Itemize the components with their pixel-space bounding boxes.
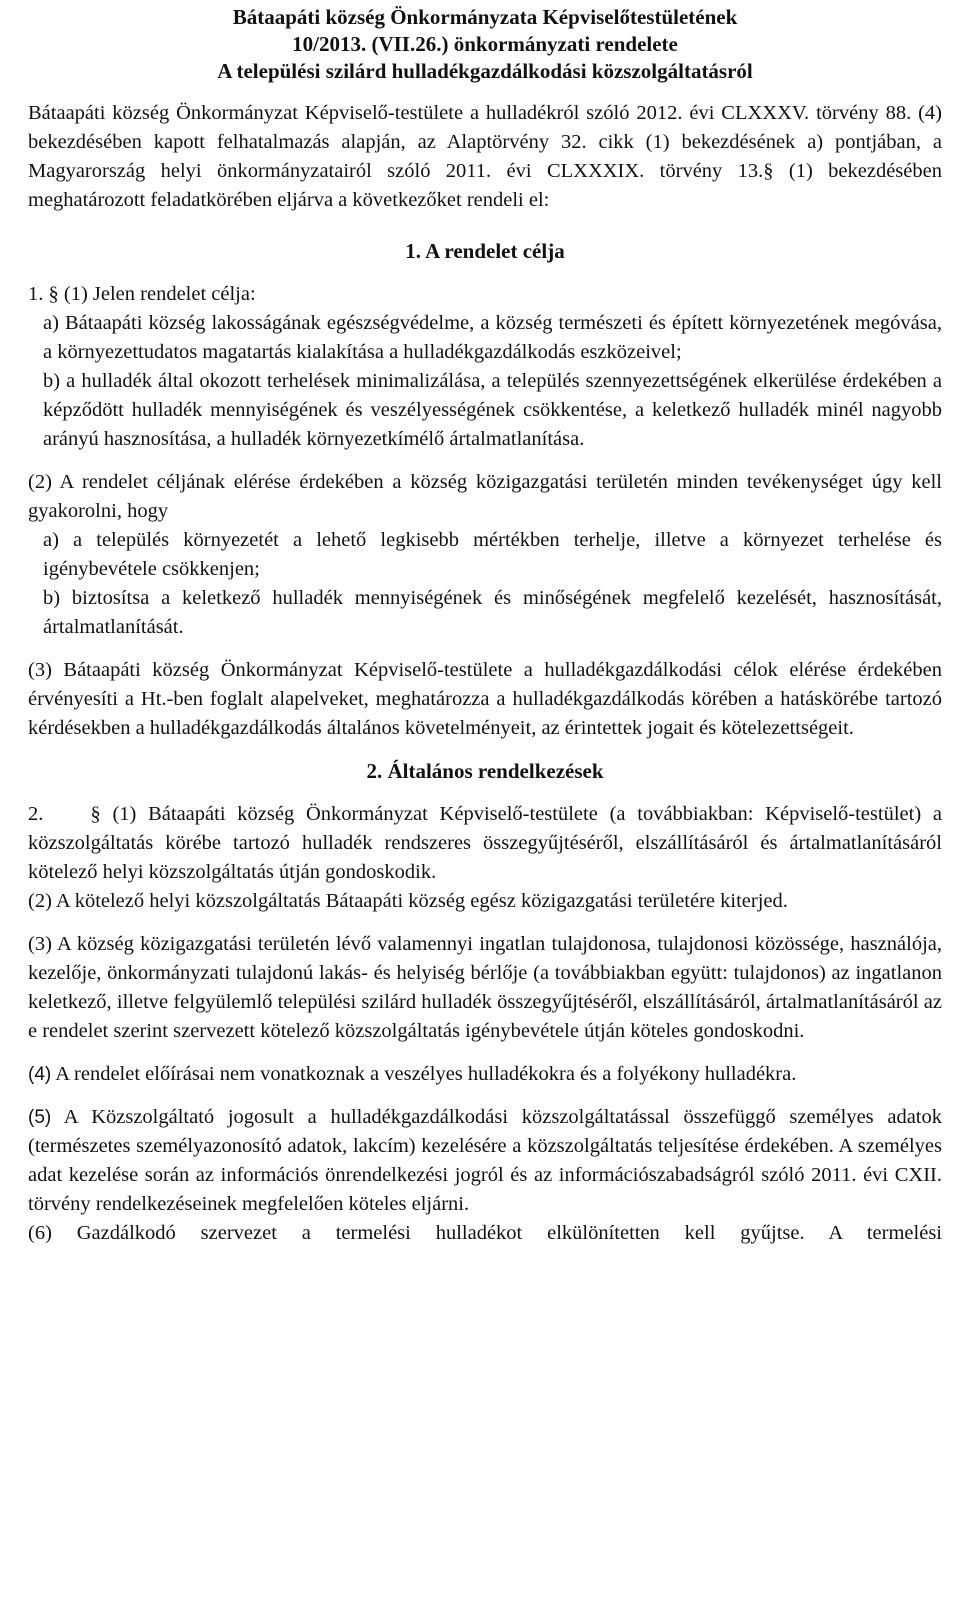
- section-1-para-2-point-a: a) a település környezetét a lehető legkisebb mértékben terhelje, illetve a környezet terhelése és igénybevétele csökkenjen;: [43, 529, 942, 580]
- section-sign: §: [90, 803, 101, 825]
- paragraph-number: (5): [28, 1107, 52, 1128]
- section-2-para-2: (2) A kötelező helyi közszolgáltatás Bátaapáti község egész közigazgatási területére kiterjed.: [28, 890, 788, 912]
- section-1-para-2-point-b: b) biztosítsa a keletkező hulladék mennyiségének és minőségének megfelelő kezelését, hasznosítását, ártalmatlanítását.: [43, 587, 942, 638]
- paragraph-number: 1.: [28, 283, 44, 305]
- section-1-heading: 1. A rendelet célja: [405, 239, 565, 263]
- section-1-para-1-intro: [28, 280, 942, 309]
- preamble-part-b: (1) bekezdésében meghatározott feladatkörében eljárva a következőket rendeli el:: [28, 160, 942, 211]
- paragraph-intro-text: (1) Jelen rendelet célja:: [58, 283, 256, 305]
- preamble: [28, 99, 942, 215]
- section-2-para-1: [28, 800, 942, 887]
- section-2-heading: 2. Általános rendelkezések: [366, 759, 604, 783]
- document-title-line-3: A települési szilárd hulladékgazdálkodási közszolgáltatásról: [217, 59, 753, 83]
- section-2-para-6: (6) Gazdálkodó szervezet a termelési hulladékot elkülönítetten kell gyűjtse. A termelési: [28, 1222, 942, 1244]
- document-title-line-2: 10/2013. (VII.26.) önkormányzati rendelete: [292, 32, 678, 56]
- paragraph-text: (1) Bátaapáti község Önkormányzat Képviselő-testülete (a továbbiakban: Képviselő-testület) a közszolgáltatás körébe tartozó hulladék rendszeres összegyűjtéséről, elszállításáról és ártalmatlanításáról kötelező helyi közszolgáltatás útján gondoskodik.: [28, 803, 943, 883]
- section-2-para-3: (3) A község közigazgatási területén lévő valamennyi ingatlan tulajdonosa, tulajdonosi közössége, használója, kezelője, önkormányzati tulajdonú lakás- és helyiség bérlője (a továbbiakban együtt: tulajdonos) az ingatlanon keletkező, illetve felgyülemlő települési szilárd hulladék összegyűjtéséről, elszállításáról, ártalmatlanításáról az e rendelet szerint szervezett kötelező közszolgáltatás igénybevétele útján köteles gondoskodni.: [28, 933, 942, 1042]
- section-sign: §: [763, 160, 774, 182]
- paragraph-number: 2.: [28, 803, 44, 825]
- document-title-line-1: Bátaapáti község Önkormányzata Képviselőtestületének: [232, 5, 738, 29]
- section-2-para-5: [28, 1103, 942, 1219]
- section-1-para-2: (2) A rendelet céljának elérése érdekében a község közigazgatási területén minden tevékenységet úgy kell gyakorolni, hogy: [28, 471, 942, 522]
- section-sign: §: [48, 283, 59, 305]
- section-1-para-1-point-b: b) a hulladék által okozott terhelések minimalizálása, a település szennyezettségének elkerülése érdekében a képződött hulladék mennyiségének és veszélyességének csökkentése, a keletkező hulladék minél nagyobb arányú hasznosítása, a hulladék környezetkímélő ártalmatlanítása.: [43, 370, 942, 450]
- paragraph-number: (4): [28, 1064, 52, 1085]
- section-1-para-3: (3) Bátaapáti község Önkormányzat Képviselő-testülete a hulladékgazdálkodási célok elérése érdekében érvényesíti a Ht.-ben foglalt alapelveket, meghatározza a hulladékgazdálkodás körében a hatáskörébe tartozó kérdésekben a hulladékgazdálkodás általános követelményeit, az érintettek jogait és kötelezettségeit.: [28, 659, 942, 739]
- preamble-part-a: Bátaapáti község Önkormányzat Képviselő-testülete a hulladékról szóló 2012. évi CLXXXV. törvény 88. (4) bekezdésében kapott felhatalmazás alapján, az Alaptörvény 32. cikk (1) bekezdésének a) pontjában, a Magyarország helyi önkormányzatairól szóló 2011. évi CLXXXIX. törvény 13.: [28, 102, 942, 182]
- paragraph-text: A Közszolgáltató jogosult a hulladékgazdálkodási közszolgáltatással összefüggő személyes adatok (természetes személyazonosító adatok, lakcím) kezelésére a közszolgáltatás teljesítése érdekében. A személyes adat kezelése során az információs önrendelkezési jogról és az információszabadságról szóló 2011. évi CXII. törvény rendelkezéseinek megfelelően köteles eljárni.: [28, 1106, 942, 1215]
- section-1-para-1-point-a: a) Bátaapáti község lakosságának egészségvédelme, a község természeti és épített környezetének megóvása, a környezettudatos magatartás kialakítása a hulladékgazdálkodás eszközeivel;: [43, 312, 942, 363]
- section-2-para-4: [28, 1060, 942, 1089]
- paragraph-text: A rendelet előírásai nem vonatkoznak a veszélyes hulladékokra és a folyékony hulladékra.: [51, 1063, 797, 1085]
